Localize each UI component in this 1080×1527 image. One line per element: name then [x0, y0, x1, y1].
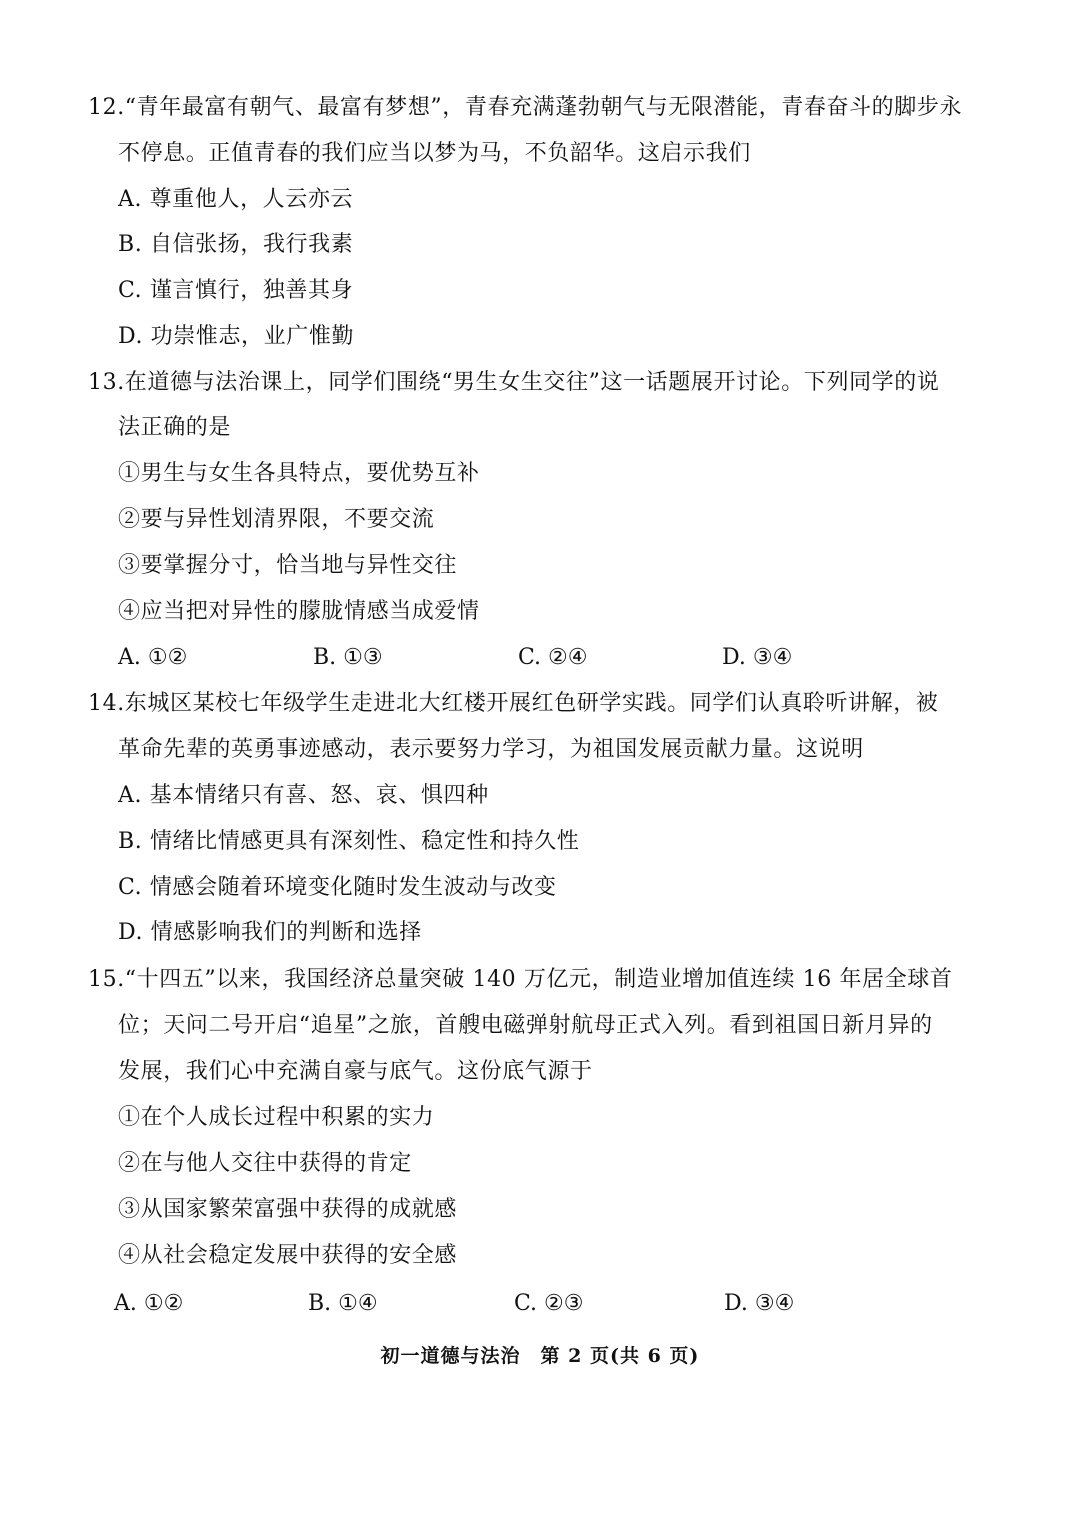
question-13-option-c: C. ②④ [518, 645, 588, 670]
question-13-option-d: D. ③④ [722, 645, 793, 670]
question-15-stem-line-1: 15.“十四五”以来，我国经济总量突破 140 万亿元，制造业增加值连续 16 年居全球首 [88, 967, 953, 992]
question-12-option-b: B. 自信张扬，我行我素 [118, 232, 354, 257]
page-footer: 初一道德与法治 第 2 页(共 6 页) [380, 1345, 700, 1367]
question-13-stem-line-2: 法正确的是 [118, 415, 232, 440]
question-13-options-row [0, 643, 1080, 673]
question-15-statement-3: ③从国家繁荣富强中获得的成就感 [118, 1197, 458, 1222]
question-13-statement-3: ③要掌握分寸，恰当地与异性交往 [118, 553, 458, 578]
question-14-option-d: D. 情感影响我们的判断和选择 [118, 920, 422, 945]
question-13-statement-1: ①男生与女生各具特点，要优势互补 [118, 461, 480, 486]
question-15-statement-1: ①在个人成长过程中积累的实力 [118, 1105, 435, 1130]
question-15-statement-4: ④从社会稳定发展中获得的安全感 [118, 1243, 458, 1268]
question-15-statement-2: ②在与他人交往中获得的肯定 [118, 1151, 412, 1176]
question-12-stem-line-1: 12.“青年最富有朝气、最富有梦想”，青春充满蓬勃朝气与无限潜能，青春奋斗的脚步永 [88, 95, 963, 120]
question-15-stem-line-3: 发展，我们心中充满自豪与底气。这份底气源于 [118, 1059, 593, 1084]
question-15-option-b: B. ①④ [308, 1291, 378, 1316]
question-13-option-b: B. ①③ [313, 645, 383, 670]
question-13-statement-4: ④应当把对异性的朦胧情感当成爱情 [118, 599, 480, 624]
question-12-option-a: A. 尊重他人，人云亦云 [118, 187, 354, 212]
question-14-stem-line-2: 革命先辈的英勇事迹感动，表示要努力学习，为祖国发展贡献力量。这说明 [118, 737, 864, 762]
question-14-stem-line-1: 14.东城区某校七年级学生走进北大红楼开展红色研学实践。同学们认真聆听讲解，被 [88, 691, 939, 716]
question-15-option-d: D. ③④ [724, 1291, 795, 1316]
question-12-option-d: D. 功崇惟志，业广惟勤 [118, 324, 355, 349]
question-15-stem-line-2: 位；天问二号开启“追星”之旅，首艘电磁弹射航母正式入列。看到祖国日新月异的 [118, 1013, 933, 1038]
question-15-option-a: A. ①② [114, 1291, 184, 1316]
question-12-stem-line-2: 不停息。正值青春的我们应当以梦为马，不负韶华。这启示我们 [118, 141, 751, 166]
question-14-option-b: B. 情绪比情感更具有深刻性、稳定性和持久性 [118, 829, 580, 854]
question-13-option-a: A. ①② [118, 645, 188, 670]
question-13-statement-2: ②要与异性划清界限，不要交流 [118, 507, 435, 532]
question-15-option-c: C. ②③ [514, 1291, 584, 1316]
question-15-options-row [0, 1289, 1080, 1319]
question-14-option-a: A. 基本情绪只有喜、怒、哀、惧四种 [118, 783, 489, 808]
question-14-option-c: C. 情感会随着环境变化随时发生波动与改变 [118, 875, 557, 900]
question-12-option-c: C. 谨言慎行，独善其身 [118, 278, 354, 303]
question-13-stem-line-1: 13.在道德与法治课上，同学们围绕“男生女生交往”这一话题展开讨论。下列同学的说 [88, 370, 940, 395]
